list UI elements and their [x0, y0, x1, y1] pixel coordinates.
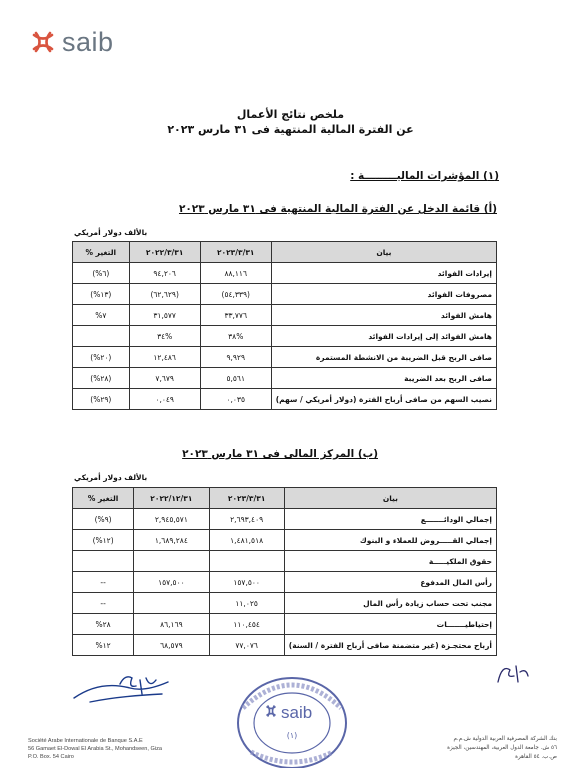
column-header-current: ٢٠٢٣/٣/٣١ — [209, 488, 284, 509]
row-change-value: %٧ — [73, 305, 130, 326]
row-change-value: -- — [73, 593, 134, 614]
footer-company-name-ar: بنك الشركة المصرفية العربية الدولية ش.م.م — [453, 736, 557, 742]
row-previous-value: ٦٨,٥٧٩ — [134, 635, 209, 656]
column-header-previous: ٢٠٢٢/٣/٣١ — [129, 242, 200, 263]
row-current-value: %٣٨ — [200, 326, 271, 347]
row-change-value: (%٢٠) — [73, 347, 130, 368]
table-row — [73, 263, 497, 284]
section-income-statement-heading: (أ) قائمة الدخل عن الفترة المالية المنتهية فى ٣١ مارس ٢٠٢٣ — [178, 203, 497, 215]
table-row — [73, 509, 497, 530]
document-subtitle: عن الفترة المالية المنتهية فى ٣١ مارس ٢٠٢٣ — [167, 123, 414, 136]
column-header-statement: بيان — [284, 488, 496, 509]
table-row — [73, 530, 497, 551]
row-current-value: ٢,٦٩٣,٤٠٩ — [209, 509, 284, 530]
row-previous-value: ٣١,٥٧٧ — [129, 305, 200, 326]
footer-address: 56 Gamaet El-Dowal El Arabia St., Mohandseen, Giza — [28, 746, 163, 752]
table-row — [73, 551, 497, 572]
row-current-value: ٩,٩٢٩ — [200, 347, 271, 368]
row-current-value: ١١٠,٤٥٤ — [209, 614, 284, 635]
table-row — [73, 572, 497, 593]
column-header-statement: بيان — [271, 242, 496, 263]
table-row — [73, 635, 497, 656]
svg-text:saib: saib — [281, 703, 313, 722]
row-label: مجنب تحت حساب زيادة رأس المال — [284, 593, 496, 614]
row-label: إحتياطيـــــــات — [284, 614, 496, 635]
table-row — [73, 614, 497, 635]
row-change-value — [73, 326, 130, 347]
logo-text: saib — [62, 26, 114, 57]
income-statement-table — [72, 241, 497, 410]
income-unit-label: بالألف دولار أمريكي — [74, 228, 148, 237]
footer-company-name: Société Arabe Internationale de Banque S.A.E — [28, 738, 143, 744]
row-change-value: -- — [73, 572, 134, 593]
row-change-value: (%٢٨) — [73, 368, 130, 389]
row-previous-value: ١٥٧,٥٠٠ — [134, 572, 209, 593]
row-current-value — [209, 551, 284, 572]
row-previous-value: ٧,٦٧٩ — [129, 368, 200, 389]
row-current-value: (٥٤,٣٣٩) — [200, 284, 271, 305]
document-title: ملخص نتائج الأعمال — [236, 108, 345, 121]
row-label: نصيب السهم من صافى أرباح الفترة (دولار أمريكي / سهم) — [271, 389, 496, 410]
row-previous-value: ٩٤,٢٠٦ — [129, 263, 200, 284]
table-header-row — [73, 242, 497, 263]
financial-position-table — [72, 487, 497, 656]
table-row — [73, 284, 497, 305]
row-change-value: (%٩) — [73, 509, 134, 530]
row-label: إجمالي الودائـــــــع — [284, 509, 496, 530]
section-financial-indicators-heading: (١) المؤشرات الماليـــــــــة : — [350, 170, 499, 182]
row-change-value: (%١٢) — [73, 530, 134, 551]
stamp-number: (١) — [286, 731, 298, 740]
row-label: مصروفات الفوائد — [271, 284, 496, 305]
row-previous-value: ٢,٩٤٥,٥٧١ — [134, 509, 209, 530]
saib-logo-mark-icon — [28, 27, 58, 57]
row-change-value: %٢٨ — [73, 614, 134, 635]
position-unit-label: بالألف دولار أمريكي — [74, 473, 148, 482]
row-change-value — [73, 551, 134, 572]
column-header-previous: ٢٠٢٢/١٢/٣١ — [134, 488, 209, 509]
table-row — [73, 326, 497, 347]
row-previous-value: ٠,٠٤٩ — [129, 389, 200, 410]
row-change-value: (%٦) — [73, 263, 130, 284]
row-current-value: ٧٧,٠٧٦ — [209, 635, 284, 656]
row-label: إجمالي القـــــروض للعملاء و البنوك — [284, 530, 496, 551]
table-header-row — [73, 488, 497, 509]
row-label: صافى الربح بعد الضريبة — [271, 368, 496, 389]
row-previous-value: ٨٦,١٦٩ — [134, 614, 209, 635]
column-header-change: التغير % — [73, 488, 134, 509]
initials-image — [492, 658, 532, 688]
row-label: إيرادات الفوائد — [271, 263, 496, 284]
row-change-value: (%٢٩) — [73, 389, 130, 410]
row-previous-value: %٣٤ — [129, 326, 200, 347]
row-current-value: ١,٤٨١,٥١٨ — [209, 530, 284, 551]
row-current-value: ٥,٥٦١ — [200, 368, 271, 389]
table-row — [73, 347, 497, 368]
row-current-value: ١١,٠٢٥ — [209, 593, 284, 614]
table-row — [73, 305, 497, 326]
row-label: هامش الفوائد — [271, 305, 496, 326]
column-header-current: ٢٠٢٣/٣/٣١ — [200, 242, 271, 263]
table-row — [73, 389, 497, 410]
footer-po-box: P.O. Box. 54 Cairo — [28, 754, 74, 760]
row-previous-value — [134, 551, 209, 572]
row-current-value: ٣٣,٧٧٦ — [200, 305, 271, 326]
row-current-value: ١٥٧,٥٠٠ — [209, 572, 284, 593]
row-label: حقوق الملكيـــــة — [284, 551, 496, 572]
footer-address-ar: ٥٦ ش. جامعة الدول العربية، المهندسين، الجيزة — [447, 745, 557, 751]
signature-image — [70, 668, 180, 708]
table-row — [73, 368, 497, 389]
row-previous-value — [134, 593, 209, 614]
row-previous-value: ١,٦٨٩,٢٨٤ — [134, 530, 209, 551]
row-label: رأس المال المدفوع — [284, 572, 496, 593]
footer-po-box-ar: ص.ب. ٥٤ القاهرة — [515, 754, 557, 760]
row-current-value: ٠,٠٣٥ — [200, 389, 271, 410]
saib-logo — [28, 25, 138, 59]
column-header-change: التغير % — [73, 242, 130, 263]
row-previous-value: (٦٢,٦٢٩) — [129, 284, 200, 305]
row-change-value: (%١٣) — [73, 284, 130, 305]
row-label: هامش الفوائد إلى إيرادات الفوائد — [271, 326, 496, 347]
row-current-value: ٨٨,١١٦ — [200, 263, 271, 284]
row-previous-value: ١٢,٤٨٦ — [129, 347, 200, 368]
official-stamp — [233, 668, 351, 768]
row-change-value: %١٢ — [73, 635, 134, 656]
row-label: صافى الربح قبل الضريبة من الانشطة المستمرة — [271, 347, 496, 368]
row-label: أرباح محتجـزة (غير متضمنة صافى أرباح الفترة / السنة) — [284, 635, 496, 656]
table-row — [73, 593, 497, 614]
section-financial-position-heading: (ب) المركز المالى فى ٣١ مارس ٢٠٢٣ — [182, 448, 378, 460]
